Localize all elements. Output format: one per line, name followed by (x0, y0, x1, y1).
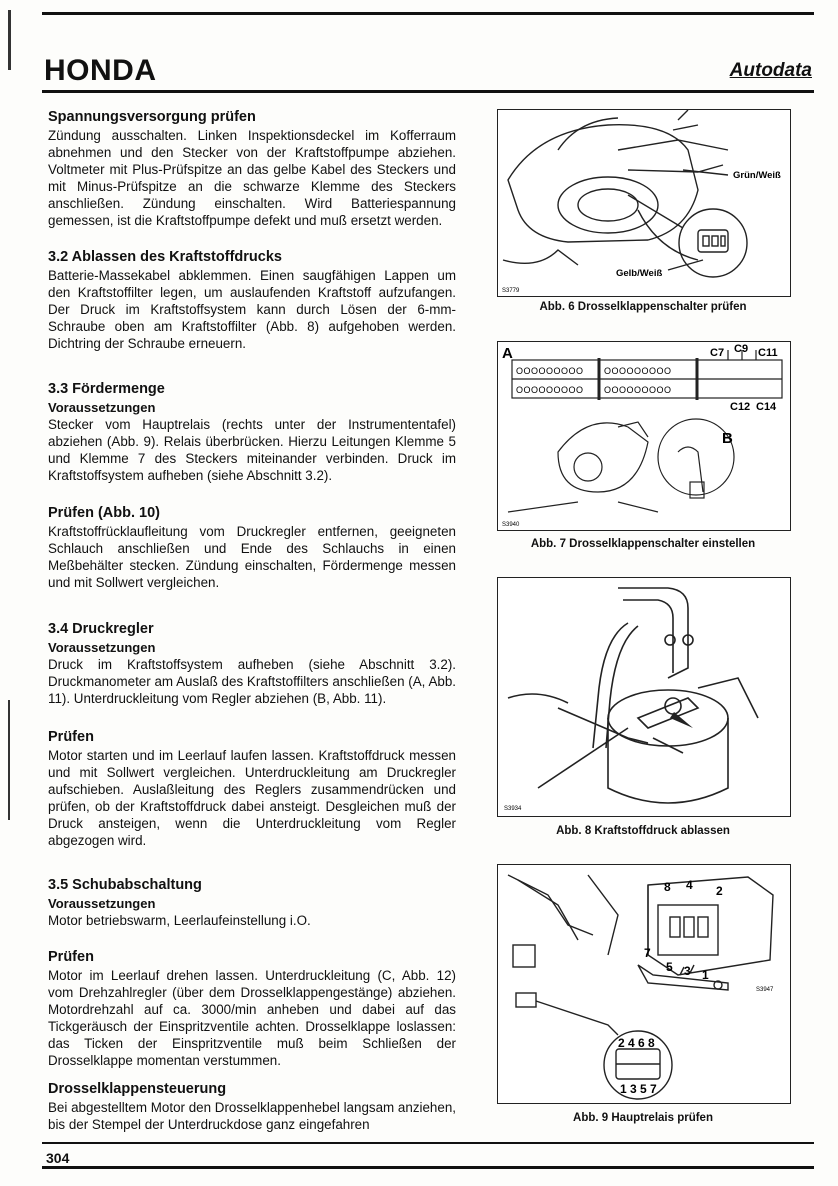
section-body: Stecker vom Hauptrelais (rechts unter der Instrumententafel) abziehen (Abb. 9). Relais überbrücken. Hierzu Leitungen Klemme 5 und Klemme 7 des Steckers miteinander verbinden. Druck im Kraftstoffsystem aufheben (siehe Abschnitt 3.2). (48, 417, 456, 483)
label-c14: C14 (756, 401, 777, 413)
section-title: Drosselklappensteuerung (48, 1081, 227, 1097)
figure-7-caption: Abb. 7 Drosselklappenschalter einstellen (530, 538, 756, 550)
figure-7-illustration (497, 341, 791, 531)
pin-label-8: 8 (664, 880, 671, 894)
figure-9-caption: Abb. 9 Hauptrelais prüfen (573, 1112, 713, 1124)
section-drosselklappensteuerung (48, 1080, 456, 1133)
binding-mark (8, 700, 10, 820)
section-schubabschaltung (48, 876, 456, 929)
section-body: Motor starten und im Leerlauf laufen lassen. Kraftstoffdruck messen und mit Sollwert vergleichen. Unterdruckleitung am Druckregler aufschieben. Auslaßleitung des Reglers zusammendrücken und prüfen, ob der Kraftstoffdruck dabei ansteigt. Desgleichen muß der Druck ansteigen, wenn die Unterdruckleitung vom Regler abgezogen wird. (48, 748, 456, 848)
header-rule (42, 90, 814, 93)
pin-label-7: 7 (644, 946, 651, 960)
pin-label-2: 2 (716, 884, 723, 898)
pin-row-4: OOOOOOOOO (604, 385, 672, 395)
label-c12: C12 (730, 401, 751, 413)
section-subtitle: Voraussetzungen (48, 640, 156, 655)
label-a: A (502, 345, 513, 362)
section-body: Zündung ausschalten. Linken Inspektionsdeckel im Kofferraum abnehmen und den Stecker von der Kraftstoffpumpe abziehen. Voltmeter mit Plus-Prüfspitze an das gelbe Kabel des Steckers und mit Minus-Prüfspitze an die schwarze Klemme des Steckers anschließen. Zündung einschalten. Wird Batteriespannung gemessen, ist die Kraftstoffpumpe defekt und muß ersetzt werden. (48, 128, 456, 228)
section-body: Motor betriebswarm, Leerlaufeinstellung i.O. (48, 913, 311, 928)
figure-code: S3779 (502, 288, 520, 294)
section-title: 3.2 Ablassen des Kraftstoffdrucks (48, 249, 282, 265)
figure-code: S3947 (756, 987, 774, 993)
label-c11: C11 (758, 347, 778, 359)
section-body: Druck im Kraftstoffsystem aufheben (siehe Abschnitt 3.2). Druckmanometer am Auslaß des Kraftstoffilters anschließen (A, Abb. 11). Unterdruckleitung vom Regler abziehen (B, Abb. 11). (48, 657, 456, 706)
section-body: Bei abgestelltem Motor den Drosselklappenhebel langsam anziehen, bis der Stempel der Unterdruckdose ganz eingefahren (48, 1100, 456, 1132)
section-title: 3.5 Schubabschaltung (48, 877, 202, 893)
page-number: 304 (46, 1150, 70, 1166)
section-body: Batterie-Massekabel abklemmen. Einen saugfähigen Lappen um den Kraftstoffilter legen, um auslaufenden Kraftstoff aufzufangen. Der Druck im Kraftstoffsystem kann durch Lösen der 6-mm-Schraube oben am Kraftstoffilter (Abb. 8) aufgehoben werden. Dichtring der Schraube erneuern. (48, 268, 456, 351)
connector-top-pins: 2 4 6 8 (618, 1036, 655, 1050)
section-pruefen-druckregler (48, 728, 456, 849)
throttle-adjust-drawing (498, 342, 790, 530)
bottom-rule (42, 1166, 814, 1169)
figure-6-illustration (497, 109, 791, 297)
top-rule (42, 12, 814, 15)
pin-label-3: 3 (684, 964, 691, 978)
label-c9: C9 (734, 343, 749, 355)
section-spannungsversorgung (48, 108, 456, 229)
figure-6-caption: Abb. 6 Drosselklappenschalter prüfen (539, 301, 747, 313)
footer-rule (42, 1142, 814, 1144)
brand-title: HONDA (44, 54, 157, 87)
figure-8-illustration (497, 577, 791, 817)
fuel-filter-drawing (498, 578, 790, 816)
section-title: Spannungsversorgung prüfen (48, 109, 256, 125)
section-druckregler (48, 620, 456, 707)
throttle-switch-drawing (498, 110, 790, 296)
section-foerdermenge (48, 380, 456, 484)
figure-code: S3934 (504, 806, 522, 812)
figure-8-caption: Abb. 8 Kraftstoffdruck ablassen (556, 825, 730, 837)
autodata-logo: Autodata (729, 60, 812, 81)
main-relay-drawing (498, 865, 790, 1103)
label-b: B (722, 430, 733, 447)
section-title: 3.4 Druckregler (48, 621, 154, 637)
figure-9-illustration (497, 864, 791, 1104)
pin-row-3: OOOOOOOOO (604, 366, 672, 376)
section-pruefen-schub (48, 948, 456, 1069)
label-gelb-weiss: Gelb/Weiß (616, 268, 663, 279)
pin-label-5: 5 (666, 960, 673, 974)
pin-row-1: OOOOOOOOO (516, 366, 584, 376)
section-title: Prüfen (48, 949, 94, 965)
figure-code: S3940 (502, 522, 520, 528)
section-title: Prüfen (Abb. 10) (48, 505, 160, 521)
section-body: Kraftstoffrücklaufleitung vom Druckregler entfernen, geeigneten Schlauch anschließen und Ende des Schlauchs in einen Meßbehälter stecken. Zündung einschalten, Fördermenge messen und mit Sollwert vergleichen. (48, 524, 456, 590)
section-pruefen-abb10 (48, 504, 456, 591)
pin-row-2: OOOOOOOOO (516, 385, 584, 395)
connector-bottom-pins: 1 3 5 7 (620, 1082, 657, 1096)
pin-label-4: 4 (686, 878, 693, 892)
section-subtitle: Voraussetzungen (48, 896, 156, 911)
pin-label-1: 1 (702, 968, 709, 982)
section-title: Prüfen (48, 729, 94, 745)
section-subtitle: Voraussetzungen (48, 400, 156, 415)
section-ablassen (48, 248, 456, 352)
binding-mark (8, 10, 11, 70)
label-gruen-weiss: Grün/Weiß (733, 170, 781, 181)
label-c7: C7 (710, 347, 725, 359)
section-title: 3.3 Fördermenge (48, 381, 165, 397)
section-body: Motor im Leerlauf drehen lassen. Unterdruckleitung (C, Abb. 12) vom Drehzahlregler (über dem Drosselklappengestänge) abziehen. Motordrehzahl auf ca. 3000/min anheben und dabei auf das Tickgeräusch der Einspritzventile achten. Drosselklappe loslassen: das Ticken der Einspritzventile muß beim Schließen der Drosselklappe momentan verstummen. (48, 968, 456, 1068)
